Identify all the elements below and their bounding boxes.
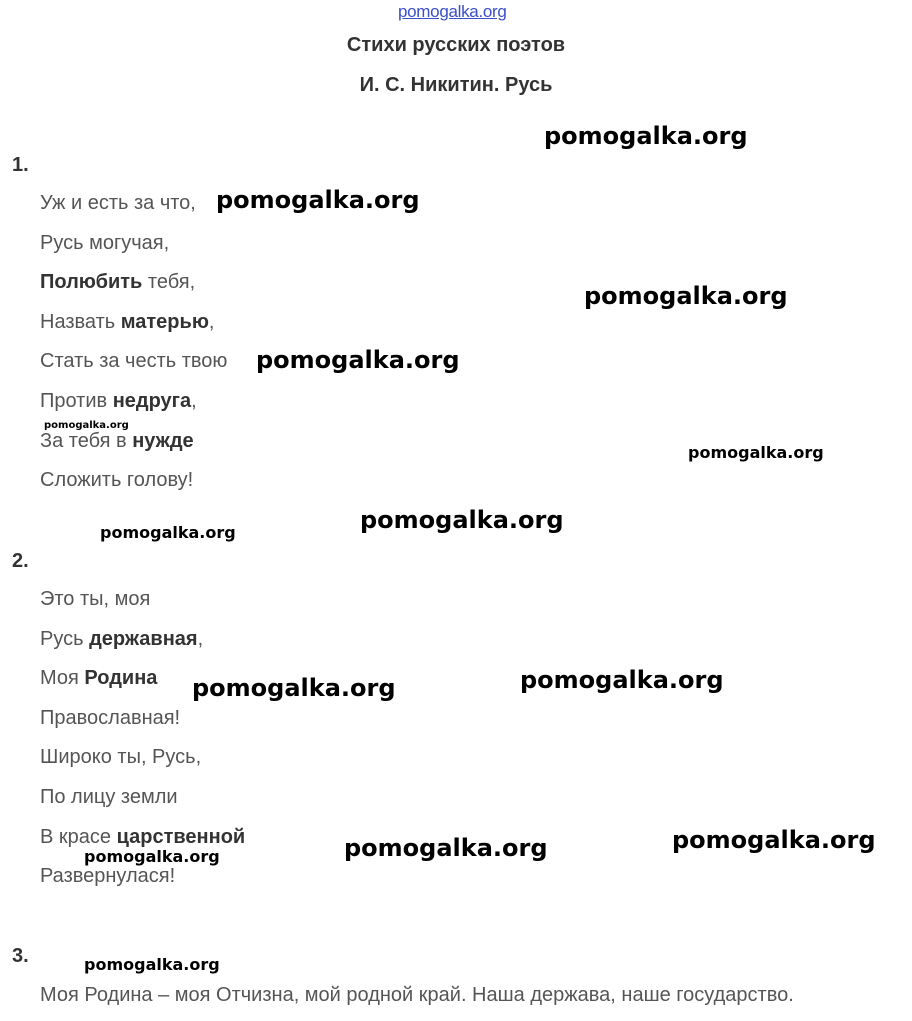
poem-line-text: , [191,390,197,412]
poem-line-bold-word: державная [89,627,198,650]
poem-line [40,707,180,730]
question-1-number: 1. [12,154,29,176]
watermark: pomogalka.org [520,666,724,694]
poem-line-bold-word: недруга [112,390,192,412]
watermark: pomogalka.org [344,834,548,862]
poem-line [40,667,157,690]
poem-line [40,469,193,492]
poem-line-text: Русь [40,627,90,650]
poem-subtitle: И. С. Никитин. Русь [359,74,553,96]
header-watermark-link[interactable]: pomogalka.org [398,2,507,21]
poem-line-text: , [208,310,215,333]
poem-line-text: Православная! [40,706,181,729]
watermark: pomogalka.org [256,346,460,374]
poem-line [40,232,169,255]
poem-line-text: Моя [40,667,85,690]
poem-line-text: Развернулася! [40,865,176,888]
poem-line-bold-word: царственной [116,825,246,848]
watermark: pomogalka.org [44,420,129,431]
poem-line-text: тебя, [142,271,196,294]
poem-line-text: В красе [40,825,117,848]
watermark: pomogalka.org [100,523,236,542]
poem-line-text: Стать за честь твою [40,350,228,373]
poem-line [40,628,203,651]
poem-line [40,865,175,888]
poem-line [40,192,196,215]
poem-line [40,271,195,294]
poem-line [40,430,194,453]
poem-line-text: , [197,627,204,650]
poem-line-text: Уж и есть за что, [40,192,196,214]
poem-line-bold-word: Родина [84,667,158,690]
question-3-answer: Моя Родина – моя Отчизна, мой родной край. Наша держава, наше государство. [40,984,794,1006]
watermark: pomogalka.org [360,506,564,534]
watermark: pomogalka.org [192,674,396,702]
poem-line-text: За тебя в [40,429,133,452]
watermark: pomogalka.org [544,122,748,150]
watermark: pomogalka.org [672,826,876,854]
watermark: pomogalka.org [84,847,220,866]
watermark: pomogalka.org [584,282,788,310]
poem-line-text: Русь могучая, [40,231,170,254]
poem-line-text: По лицу земли [40,786,178,808]
watermark: pomogalka.org [688,443,824,462]
poem-line-bold-word: матерью [120,310,209,333]
poem-line-text: Против [40,390,113,412]
poem-line [40,826,245,849]
poem-line [40,588,150,611]
watermark: pomogalka.org [84,955,220,974]
poem-line-text: Это ты, моя [40,588,151,610]
poem-line [40,311,214,334]
poem-line [40,390,197,413]
poem-line [40,350,227,373]
poem-line-text: Сложить голову! [40,469,194,492]
poem-line [40,786,178,809]
question-3-number: 3. [12,945,29,967]
question-2-number: 2. [12,550,29,572]
poem-line-text: Назвать [40,310,121,333]
poem-line-bold-word: нужде [132,429,194,452]
page-title: Стихи русских поэтов [346,34,566,56]
poem-line [40,746,201,769]
poem-line-bold-word: Полюбить [40,271,143,294]
poem-line-text: Широко ты, Русь, [40,746,202,769]
watermark: pomogalka.org [216,186,420,214]
